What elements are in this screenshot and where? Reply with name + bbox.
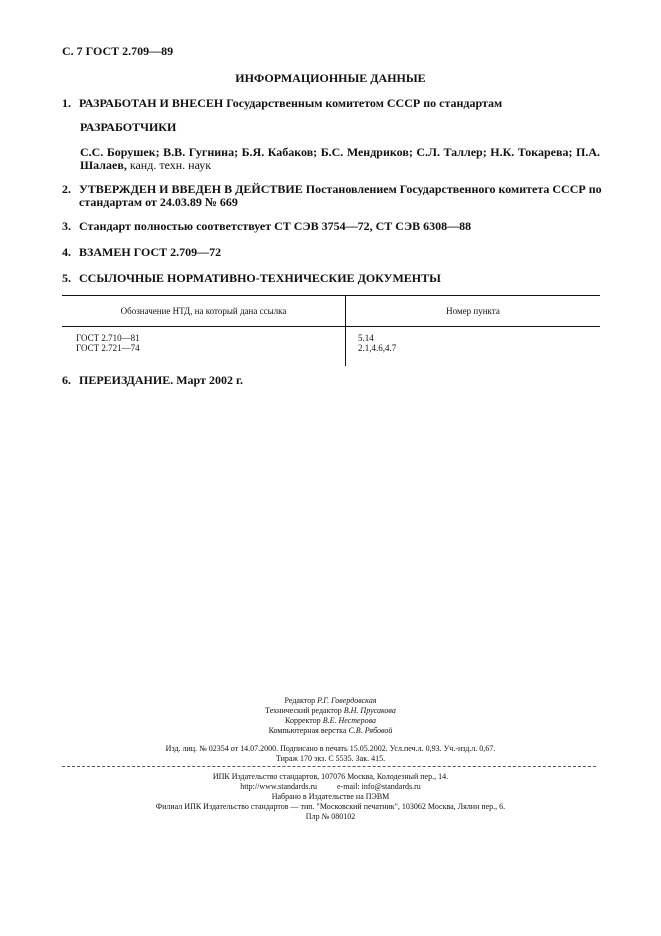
section-number: 4. xyxy=(62,245,71,259)
table-header-row xyxy=(62,296,600,327)
section-number: 3. xyxy=(62,219,71,233)
page-title: ИНФОРМАЦИОННЫЕ ДАННЫЕ xyxy=(235,71,426,85)
section-6 xyxy=(62,374,243,387)
section-5 xyxy=(62,272,441,285)
doc-ref: ГОСТ 2.721—74 xyxy=(76,343,140,353)
section-text: РАЗРАБОТАН И ВНЕСЕН Государственным комитетом СССР по стандартам xyxy=(79,96,503,110)
imprint-credits xyxy=(0,696,661,736)
section-text-cont: стандартам от 24.03.89 № 669 xyxy=(79,195,238,209)
typeset-line: Набрано в Издательстве на ПЭВМ xyxy=(271,792,390,801)
section-number: 6. xyxy=(62,373,71,387)
imprint-license xyxy=(0,744,661,764)
doc-ref: ГОСТ 2.710—81 xyxy=(76,333,140,343)
column-header-item: Номер пункта xyxy=(346,296,601,327)
divider xyxy=(62,766,596,767)
corrector-line: Корректор В.Е. Нестерова xyxy=(285,716,376,725)
developers-list xyxy=(80,146,600,172)
layout-line: Компьютерная верстка С.В. Рябовой xyxy=(268,726,393,735)
section-number: 1. xyxy=(62,96,71,110)
section-4 xyxy=(62,246,221,259)
section-1 xyxy=(62,97,502,110)
section-text: Стандарт полностью соответствует СТ СЭВ 3754—72, СТ СЭВ 6308—88 xyxy=(79,219,472,233)
section-2 xyxy=(62,183,602,209)
table-cell-documents xyxy=(62,327,346,367)
section-text: ВЗАМЕН ГОСТ 2.709—72 xyxy=(79,245,222,259)
tech-editor-line: Технический редактор В.Н. Прусакова xyxy=(265,706,396,715)
section-number: 2. xyxy=(62,182,71,196)
branch-line: Филиал ИПК Издательство стандартов — тип. "Московский печатник", 103062 Москва, Лялин пер., 6. xyxy=(155,802,506,811)
section-number: 5. xyxy=(62,271,71,285)
print-run-line: Тираж 170 экз. С 5535. Зак. 415. xyxy=(275,754,386,763)
column-header-document: Обозначение НТД, на который дана ссылка xyxy=(62,296,346,327)
developers-label: РАЗРАБОТЧИКИ xyxy=(80,120,177,134)
section-text: ПЕРЕИЗДАНИЕ. Март 2002 г. xyxy=(79,373,244,387)
item-ref: 2.1,4.6,4.7 xyxy=(358,343,397,353)
license-line: Изд. лиц. № 02354 от 14.07.2000. Подписано в печать 15.05.2002. Усл.печ.л. 0,93. Уч.-изд.л. 0,67. xyxy=(165,744,496,753)
developers-names: С.С. Борушек; В.В. Гугнина; Б.Я. Кабаков; Б.С. Мендриков; С.Л. Таллер; Н.К. Токарева; П.А. Шалаев, xyxy=(80,145,600,172)
web-line: http://www.standards.ru e-mail: info@standards.ru xyxy=(240,782,421,791)
plr-line: Плр № 080102 xyxy=(305,812,356,821)
reference-table xyxy=(62,295,600,366)
table-row xyxy=(62,327,600,367)
table-cell-items xyxy=(346,327,601,367)
item-ref: 5.14 xyxy=(358,333,374,343)
section-3 xyxy=(62,220,471,233)
section-text: УТВЕРЖДЕН И ВВЕДЕН В ДЕЙСТВИЕ Постановлением Государственного комитета СССР по xyxy=(79,182,602,196)
developers-degree: канд. техн. наук xyxy=(126,158,212,172)
imprint-publisher xyxy=(0,772,661,822)
publisher-line: ИПК Издательство стандартов, 107076 Москва, Колодезный пер., 14. xyxy=(212,772,449,781)
page-header: С. 7 ГОСТ 2.709—89 xyxy=(62,44,174,58)
editor-line: Редактор Р.Г. Говердовская xyxy=(284,696,377,705)
section-text: ССЫЛОЧНЫЕ НОРМАТИВНО-ТЕХНИЧЕСКИЕ ДОКУМЕНТЫ xyxy=(79,271,441,285)
